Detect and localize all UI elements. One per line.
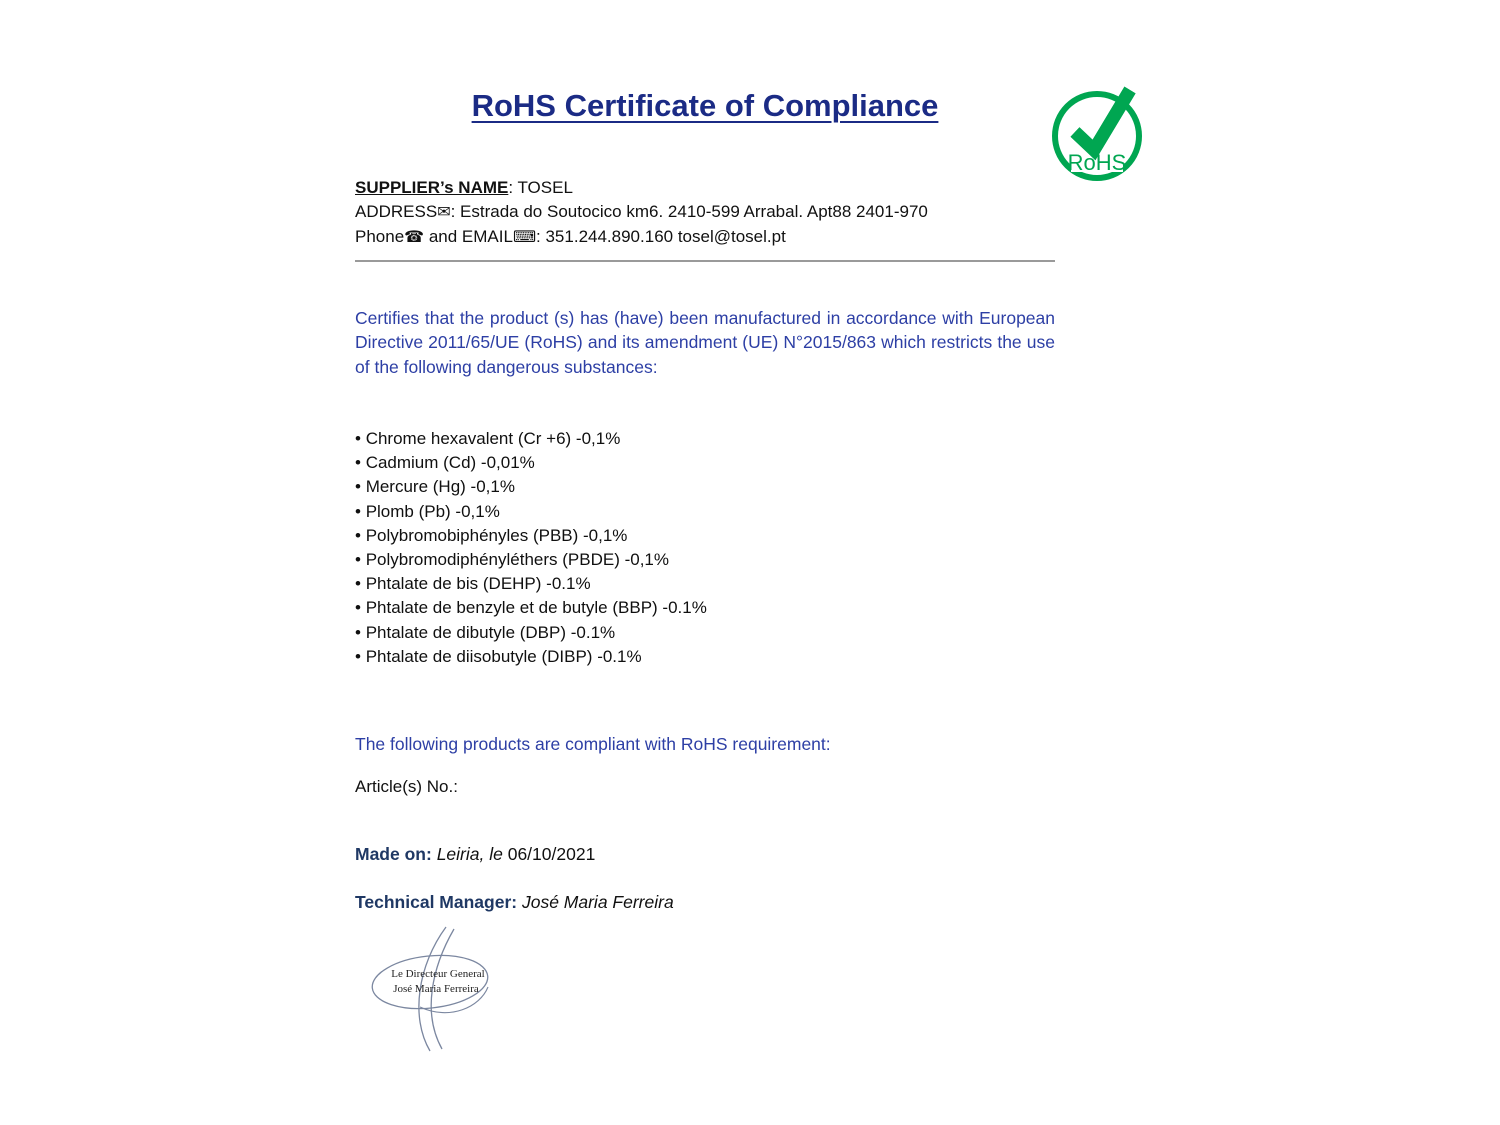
supplier-address-line <box>355 200 1055 225</box>
substance-item: • Cadmium (Cd) -0,01% <box>355 451 1055 475</box>
signature-title-text: Le Directeur General <box>391 968 485 980</box>
made-on-place: Leiria, le <box>436 844 503 864</box>
phone-label: Phone <box>355 227 405 246</box>
phone-icon: ☎ <box>404 229 425 246</box>
supplier-info <box>355 176 1055 250</box>
article-number-line: Article(s) No.: <box>355 777 458 796</box>
envelope-icon: ✉ <box>437 204 451 221</box>
address-label: ADDRESS <box>355 202 438 221</box>
signature-block <box>358 925 508 1055</box>
made-on-date: 06/10/2021 <box>507 844 596 864</box>
substance-item: • Phtalate de bis (DEHP) -0.1% <box>355 572 1055 596</box>
substance-item: • Plomb (Pb) -0,1% <box>355 500 1055 524</box>
signature-name-text: José Maria Ferreira <box>393 983 479 995</box>
substance-item: • Phtalate de diisobutyle (DIBP) -0.1% <box>355 645 1055 669</box>
substance-item: • Polybromodiphényléthers (PBDE) -0,1% <box>355 548 1055 572</box>
made-on-label: Made on: <box>355 844 432 864</box>
rohs-logo <box>1050 82 1150 184</box>
rohs-logo-text: RoHS <box>1067 150 1127 175</box>
substances-list <box>355 427 1055 669</box>
technical-manager-name: José Maria Ferreira <box>521 892 674 912</box>
email-label: and EMAIL <box>424 227 513 246</box>
supplier-name-value: : TOSEL <box>508 178 573 197</box>
certification-statement: Certifies that the product (s) has (have) been manufactured in accordance with European Directive 2011/65/UE (RoHS) and its amendment (UE) N°2015/863 which restricts the use of the following dangerous substances: <box>355 308 1055 377</box>
substance-item: • Phtalate de benzyle et de butyle (BBP) -0.1% <box>355 596 1055 620</box>
substance-item: • Chrome hexavalent (Cr +6) -0,1% <box>355 427 1055 451</box>
technical-manager-line <box>355 892 1055 913</box>
signature-scribble-icon <box>358 925 508 1055</box>
supplier-name-label: SUPPLIER’s NAME <box>355 178 509 197</box>
supplier-contact-line <box>355 225 1055 250</box>
substance-item: • Mercure (Hg) -0,1% <box>355 475 1055 499</box>
made-on-line <box>355 844 1055 865</box>
substance-item: • Polybromobiphényles (PBB) -0,1% <box>355 524 1055 548</box>
divider-line <box>355 260 1055 262</box>
computer-icon: ⌨ <box>512 229 537 246</box>
supplier-name-line <box>355 176 1055 200</box>
substance-item: • Phtalate de dibutyle (DBP) -0.1% <box>355 621 1055 645</box>
document-title: RoHS Certificate of Compliance <box>471 88 939 123</box>
rohs-check-icon <box>1050 82 1150 184</box>
compliance-statement: The following products are compliant with RoHS requirement: <box>355 734 831 754</box>
technical-manager-label: Technical Manager: <box>355 892 518 912</box>
address-value: : Estrada do Soutocico km6. 2410-599 Arrabal. Apt88 2401-970 <box>450 202 928 221</box>
contact-value: : 351.244.890.160 tosel@tosel.pt <box>536 227 786 246</box>
